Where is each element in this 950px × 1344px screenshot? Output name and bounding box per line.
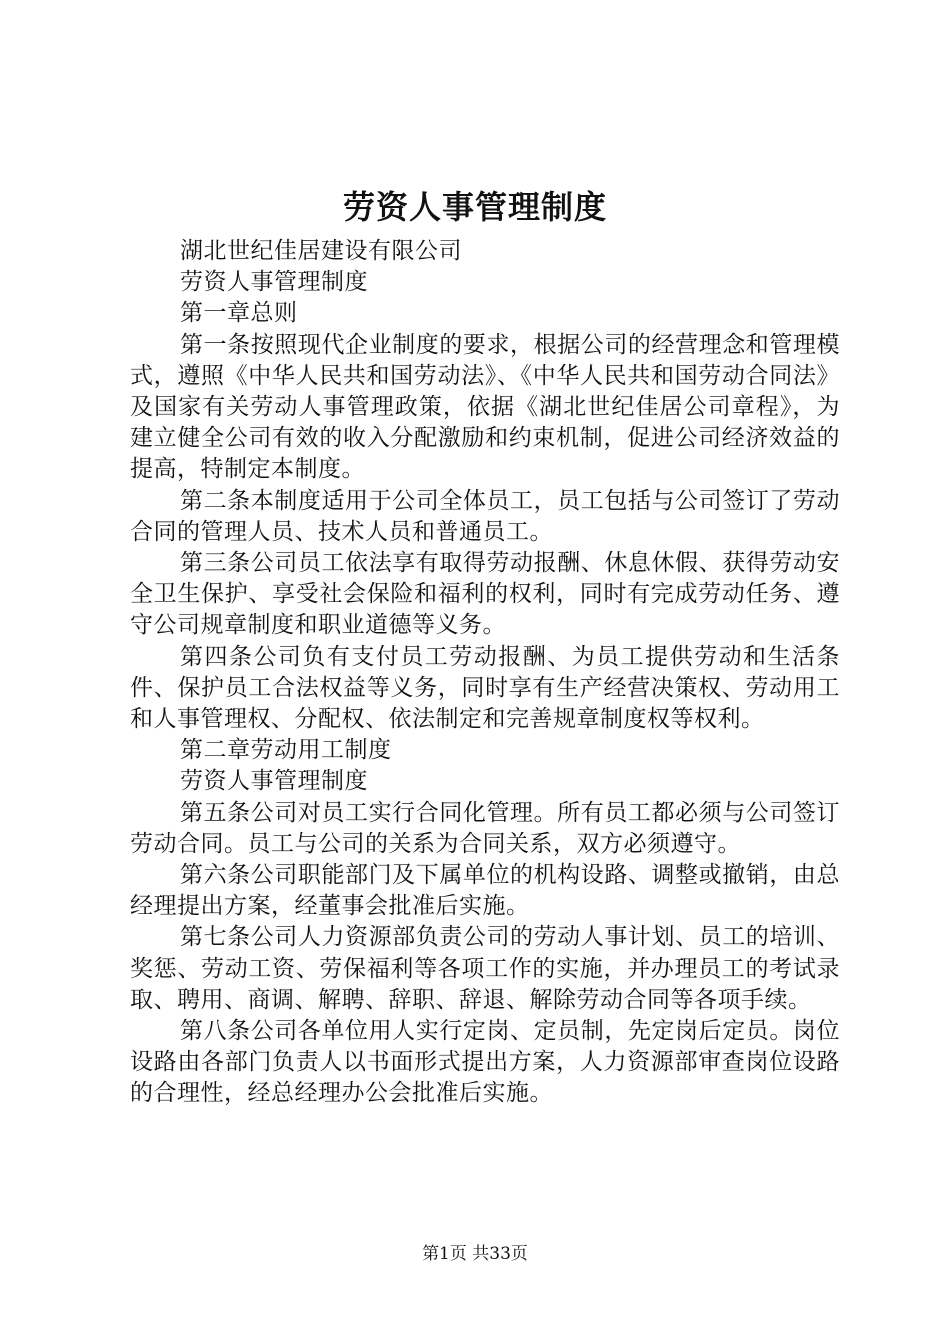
article-paragraph: 第四条公司负有支付员工劳动报酬、为员工提供劳动和生活条件、保护员工合法权益等义务，同时享有生产经营决策权、劳动用工和人事管理权、分配权、依法制定和完善规章制度权等权利。 bbox=[130, 643, 840, 733]
article-paragraph: 第一条按照现代企业制度的要求，根据公司的经营理念和管理模式，遵照《中华人民共和国劳动法》、《中华人民共和国劳动合同法》及国家有关劳动人事管理政策，依据《湖北世纪佳居公司章程》，为建立健全公司有效的收入分配激励和约束机制，促进公司经济效益的提高，特制定本制度。 bbox=[130, 331, 840, 483]
subtitle-line: 劳资人事管理制度 bbox=[180, 768, 368, 795]
chapter-heading: 第一章总则 bbox=[180, 300, 298, 327]
page-footer bbox=[0, 1242, 950, 1266]
document-body bbox=[130, 236, 840, 1110]
document-title: 劳资人事管理制度 bbox=[342, 188, 607, 226]
article-paragraph: 第七条公司人力资源部负责公司的劳动人事计划、员工的培训、奖惩、劳动工资、劳保福利等各项工作的实施，并办理员工的考试录取、聘用、商调、解聘、辞职、辞退、解除劳动合同等各项手续。 bbox=[130, 924, 840, 1013]
article-paragraph: 第三条公司员工依法享有取得劳动报酬、休息休假、获得劳动安全卫生保护、享受社会保险和福利的权利，同时有完成劳动任务、遵守公司规章制度和职业道德等义务。 bbox=[130, 550, 840, 639]
chapter-heading: 第二章劳动用工制度 bbox=[180, 737, 392, 764]
article-paragraph: 第二条本制度适用于公司全体员工，员工包括与公司签订了劳动合同的管理人员、技术人员和普通员工。 bbox=[130, 487, 840, 545]
article-paragraph: 第六条公司职能部门及下属单位的机构设路、调整或撤销，由总经理提出方案，经董事会批准后实施。 bbox=[130, 862, 840, 920]
subtitle-line: 劳资人事管理制度 bbox=[180, 269, 368, 296]
company-name-line: 湖北世纪佳居建设有限公司 bbox=[180, 238, 462, 264]
article-paragraph: 第五条公司对员工实行合同化管理。所有员工都必须与公司签订劳动合同。员工与公司的关系为合同关系，双方必须遵守。 bbox=[130, 799, 840, 857]
article-paragraph: 第八条公司各单位用人实行定岗、定员制，先定岗后定员。岗位设路由各部门负责人以书面形式提出方案，人力资源部审查岗位设路的合理性，经总经理办公会批准后实施。 bbox=[130, 1018, 840, 1107]
page-indicator: 第1页 共33页 bbox=[422, 1244, 528, 1264]
